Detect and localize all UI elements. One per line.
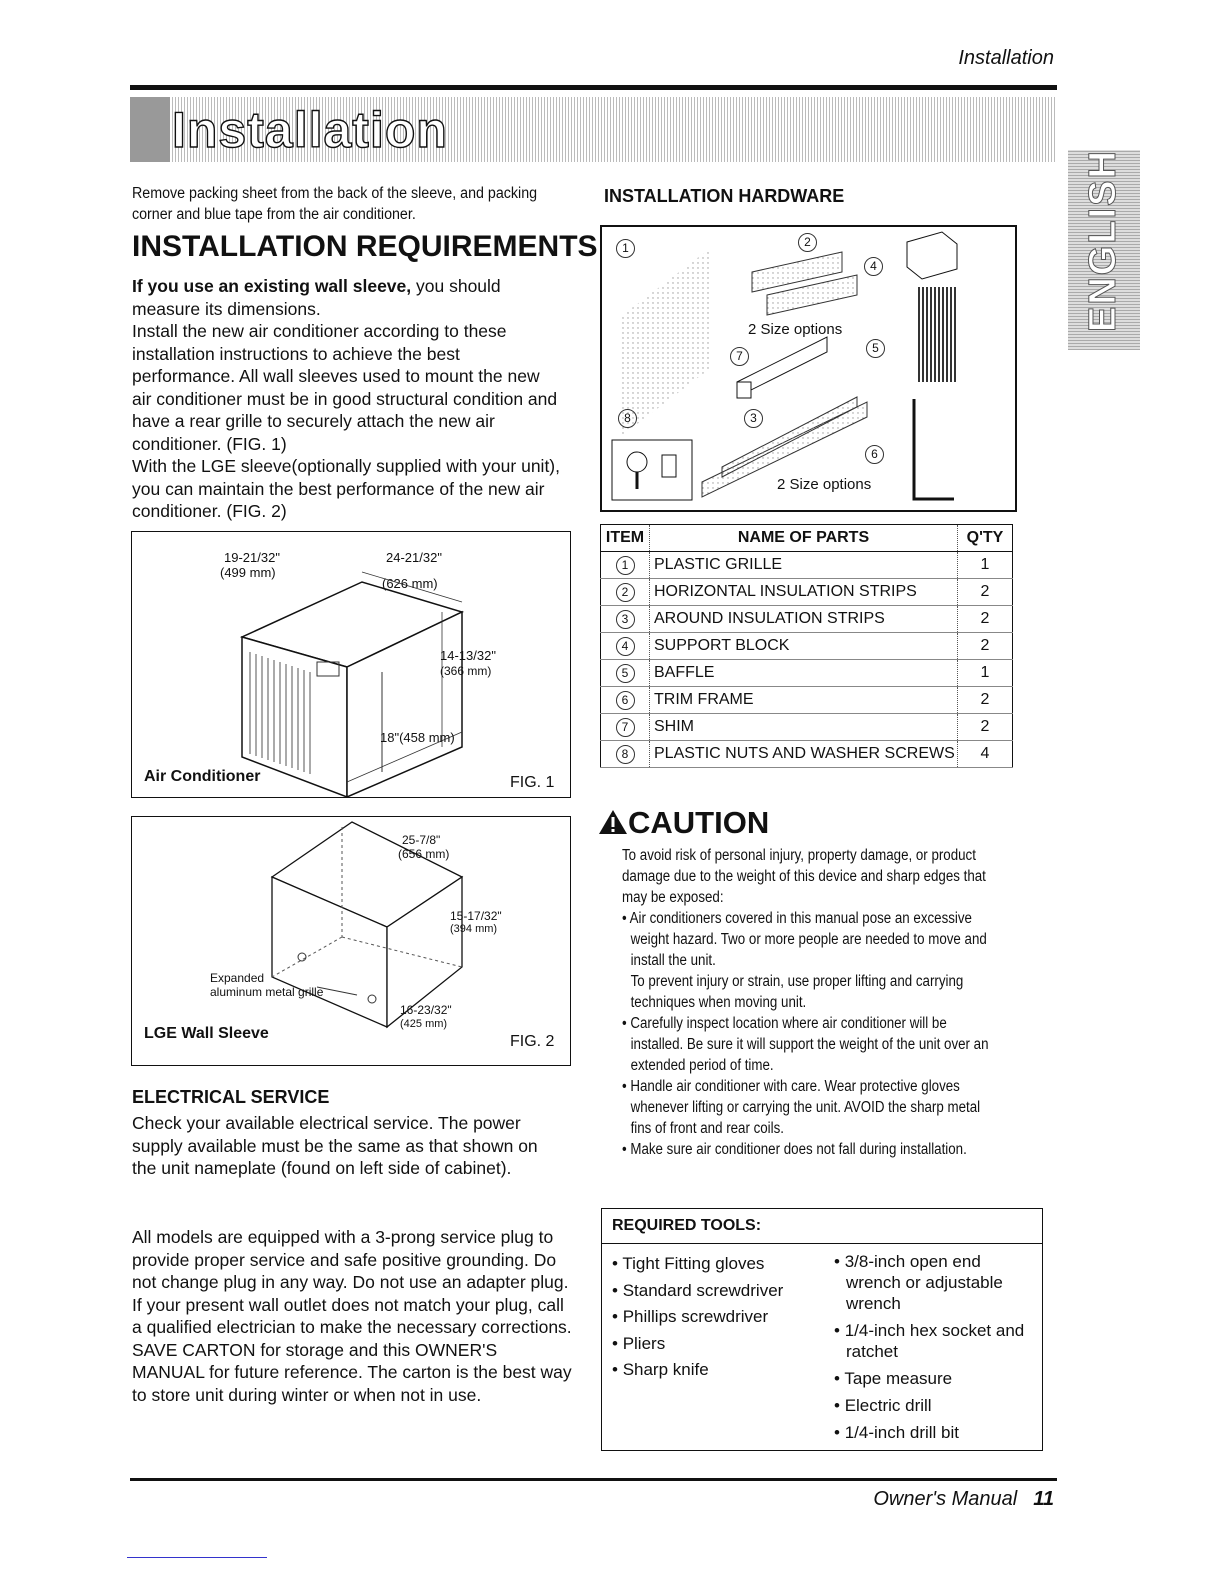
requirements-lead-bold: If you use an existing wall sleeve,	[132, 276, 412, 296]
part-item-badge: 1	[616, 556, 635, 575]
fig1-box	[131, 531, 571, 798]
fig2-number: FIG. 2	[510, 1033, 555, 1050]
running-head: Installation	[958, 47, 1054, 69]
tool-item: • 1/4-inch drill bit	[834, 1422, 1034, 1443]
hardware-parts-drawing	[602, 227, 1015, 510]
caution-title-text: CAUTION	[628, 805, 770, 840]
tools-list-right	[834, 1251, 1034, 1443]
section-banner	[130, 97, 1057, 162]
fig1-dim-height: 14-13/32"	[440, 648, 496, 663]
parts-row	[601, 687, 1013, 714]
fig1-dim-width-mm: (499 mm)	[220, 565, 276, 580]
part-item-number	[601, 714, 650, 741]
hardware-illustration	[600, 225, 1017, 512]
part-name: PLASTIC GRILLE	[650, 552, 958, 579]
col-item: ITEM	[601, 525, 650, 552]
part-item-badge: 4	[616, 637, 635, 656]
tool-item: • 1/4-inch hex socket and ratchet	[834, 1320, 1034, 1362]
callout-7: 7	[730, 347, 749, 366]
part-item-number	[601, 687, 650, 714]
intro-text: Remove packing sheet from the back of the sleeve, and packing corner and blue tape from the air conditioner.	[132, 185, 538, 223]
callout-3: 3	[744, 409, 763, 428]
air-conditioner-diagram	[132, 532, 570, 797]
parts-row	[601, 579, 1013, 606]
language-tab	[1068, 150, 1140, 350]
fig2-dim-height: 15-17/32"	[450, 909, 502, 923]
banner-shade	[130, 97, 170, 162]
caution-list	[622, 908, 1000, 1160]
part-item-badge: 8	[616, 745, 635, 764]
parts-row	[601, 660, 1013, 687]
part-item-number	[601, 660, 650, 687]
footer-manual: Owner's Manual	[873, 1488, 1018, 1510]
required-tools-box	[601, 1208, 1043, 1451]
tool-item: • Phillips screwdriver	[612, 1304, 822, 1331]
caution-item: • Air conditioners covered in this manual pose an excessive weight hazard. Two or more people are needed to move and install the unit.	[622, 910, 987, 969]
part-qty: 2	[958, 687, 1013, 714]
tools-list-left	[612, 1251, 822, 1384]
fig1-label: Air Conditioner	[144, 768, 261, 785]
caution-item: • Make sure air conditioner does not fall during installation.	[622, 1141, 967, 1158]
part-item-badge: 5	[616, 664, 635, 683]
part-item-badge: 6	[616, 691, 635, 710]
parts-row	[601, 606, 1013, 633]
part-item-badge: 2	[616, 583, 635, 602]
electrical-para1: Check your available electrical service. The power supply available must be the same as that shown on the unit nameplate (found on left side of cabinet).	[132, 1113, 538, 1178]
language-tab-label: ENGLISH	[1082, 149, 1124, 332]
tool-item: • Sharp knife	[612, 1357, 822, 1384]
tool-item: • Standard screwdriver	[612, 1278, 822, 1305]
caution-intro: To avoid risk of personal injury, property damage, or product damage due to the weight of this device and sharp edges that may be exposed:	[622, 847, 986, 906]
requirements-heading: INSTALLATION REQUIREMENTS	[132, 230, 598, 263]
part-name: SHIM	[650, 714, 958, 741]
part-qty: 2	[958, 606, 1013, 633]
part-name: TRIM FRAME	[650, 687, 958, 714]
requirements-para1: Install the new air conditioner according to these installation instructions to achieve the best performance. All wall sleeves used to mount the new air conditioner must be in good structural condition and have a rear grille to securely attach the new air conditioner. (FIG. 1)	[132, 321, 558, 454]
callout-5: 5	[866, 339, 885, 358]
parts-row	[601, 714, 1013, 741]
parts-row	[601, 633, 1013, 660]
part-qty: 2	[958, 714, 1013, 741]
size-options-lower: 2 Size options	[777, 476, 872, 493]
caution-title	[598, 805, 769, 841]
tools-divider	[602, 1243, 1042, 1244]
fig1-dim-depth-mm: (626 mm)	[382, 576, 438, 591]
fig1-number: FIG. 1	[510, 774, 555, 791]
part-name: AROUND INSULATION STRIPS	[650, 606, 958, 633]
tools-heading: REQUIRED TOOLS:	[612, 1217, 762, 1234]
fig1-dim-depth: 24-21/32"	[386, 550, 442, 565]
size-options-upper: 2 Size options	[748, 321, 843, 338]
fig1-dim-front: 18"(458 mm)	[380, 730, 455, 745]
part-qty: 1	[958, 552, 1013, 579]
part-name: BAFFLE	[650, 660, 958, 687]
fig2-dim-depth-mm: (656 mm)	[398, 847, 450, 861]
col-name: NAME OF PARTS	[650, 525, 958, 552]
electrical-heading: ELECTRICAL SERVICE	[132, 1087, 330, 1107]
tool-item: • Tight Fitting gloves	[612, 1251, 822, 1278]
caution-item: • Carefully inspect location where air conditioner will be installed. Be sure it will support the weight of the unit over an extended period of time.	[622, 1015, 989, 1074]
part-qty: 1	[958, 660, 1013, 687]
fig2-label: LGE Wall Sleeve	[144, 1025, 269, 1042]
page-footer	[873, 1488, 1054, 1511]
part-name: PLASTIC NUTS AND WASHER SCREWS	[650, 741, 958, 768]
caution-item: • Handle air conditioner with care. Wear protective gloves whenever lifting or carrying the unit. AVOID the sharp metal fins of front and rear coils.	[622, 1078, 981, 1137]
fig2-dim-depth: 25-7/8"	[402, 833, 441, 847]
parts-table	[600, 524, 1013, 768]
bottom-rule	[130, 1478, 1057, 1481]
part-name: SUPPORT BLOCK	[650, 633, 958, 660]
part-item-badge: 3	[616, 610, 635, 629]
fig1-dim-height-mm: (366 mm)	[440, 664, 492, 678]
requirements-lead-rest: you should measure its dimensions.	[132, 276, 501, 319]
hardware-heading: INSTALLATION HARDWARE	[604, 186, 845, 206]
fig2-dim-width-mm: (425 mm)	[400, 1018, 448, 1030]
callout-1: 1	[616, 239, 635, 258]
fig1-dim-width: 19-21/32"	[224, 550, 280, 565]
part-name: HORIZONTAL INSULATION STRIPS	[650, 579, 958, 606]
fig2-grille-label-2: aluminum metal grille	[210, 985, 324, 999]
warning-icon	[598, 809, 628, 835]
part-item-number	[601, 579, 650, 606]
col-qty: Q'TY	[958, 525, 1013, 552]
tool-item: • 3/8-inch open end wrench or adjustable wrench	[834, 1251, 1034, 1314]
page-number: 11	[1033, 1488, 1054, 1510]
parts-row	[601, 741, 1013, 768]
fig2-dim-width: 16-23/32"	[400, 1003, 452, 1017]
banner-title: Installation	[172, 102, 448, 158]
parts-table-header	[601, 525, 1013, 552]
part-item-number	[601, 633, 650, 660]
callout-4: 4	[864, 257, 883, 276]
tool-item: • Pliers	[612, 1331, 822, 1358]
requirements-lead	[132, 275, 562, 320]
fig2-dim-height-mm: (394 mm)	[450, 923, 498, 935]
part-item-number	[601, 552, 650, 579]
fig2-box	[131, 816, 571, 1066]
top-rule	[130, 85, 1057, 90]
part-qty: 2	[958, 633, 1013, 660]
fig2-grille-label-1: Expanded	[210, 971, 265, 985]
parts-row	[601, 552, 1013, 579]
tool-item: • Electric drill	[834, 1395, 1034, 1416]
tool-item: • Tape measure	[834, 1368, 1034, 1389]
callout-6: 6	[865, 445, 884, 464]
callout-2: 2	[798, 233, 817, 252]
caution-item: To prevent injury or strain, use proper lifting and carrying techniques when moving unit.	[630, 973, 964, 1011]
part-qty: 2	[958, 579, 1013, 606]
link-underline	[127, 1557, 267, 1558]
part-item-badge: 7	[616, 718, 635, 737]
part-item-number	[601, 741, 650, 768]
caution-body	[622, 845, 1000, 1160]
part-item-number	[601, 606, 650, 633]
part-qty: 4	[958, 741, 1013, 768]
requirements-para2: With the LGE sleeve(optionally supplied with your unit), you can maintain the best performance of the new air conditioner. (FIG. 2)	[132, 456, 560, 521]
callout-8: 8	[618, 409, 637, 428]
electrical-para2: All models are equipped with a 3-prong service plug to provide proper service and safe positive grounding. Do not change plug in any way. Do not use an adapter plug. If your present wall outlet does not match your plug, call a qualified electrician to make the necessary corrections. SAVE CARTON for storage and this OWNER'S MANUAL for future reference. The carton is the best way to store unit during winter or when not in use.	[132, 1227, 572, 1405]
